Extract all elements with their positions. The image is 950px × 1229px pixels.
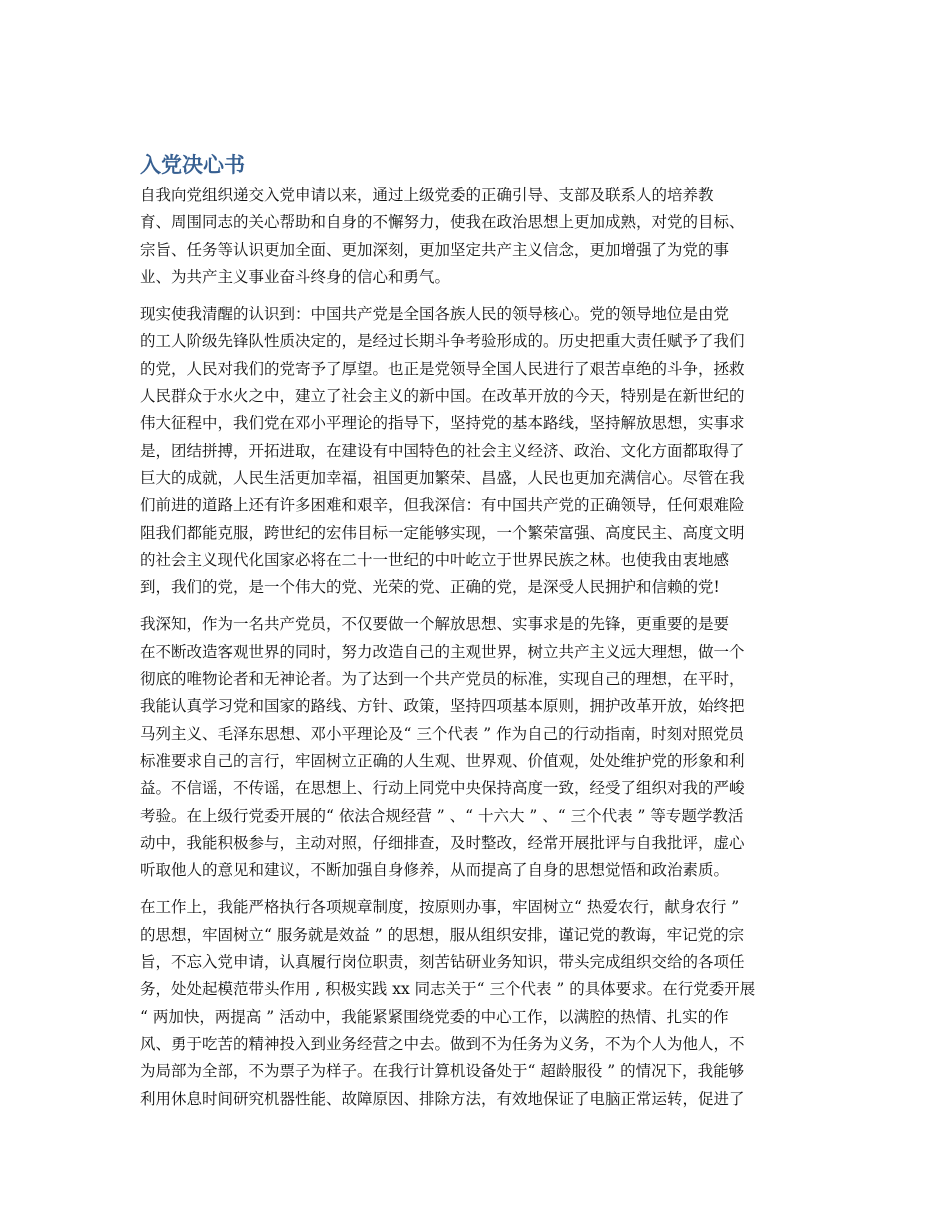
text-line: 是，团结拼搏，开拓进取，在建设有中国特色的社会主义经济、政治、文化方面都取得了 xyxy=(140,441,745,460)
text-line: 的党，人民对我们的党寄予了厚望。也正是党领导全国人民进行了艰苦卓绝的斗争，拯救 xyxy=(140,359,745,378)
text-line: 益。不信谣，不传谣，在思想上、行动上同党中央保持高度一致，经受了组织对我的严峻 xyxy=(140,779,745,798)
text-line: 务，处处起模范带头作用 , 积极实践 xx 同志关于“ 三个代表 ” 的具体要求。在行党委开展 xyxy=(140,980,756,999)
text-line: 考验。在上级行党委开展的“ 依法合规经营 ” 、“ 十六大 ” 、“ 三个代表 ” 等专题学教活 xyxy=(140,806,744,825)
text-line: 标准要求自己的言行，牢固树立正确的人生观、世界观、价值观，处处维护党的形象和利 xyxy=(140,751,745,770)
text-line: 业、为共产主义事业奋斗终身的信心和勇气。 xyxy=(140,267,451,286)
paragraph-3 xyxy=(140,611,810,884)
text-line: 伟大征程中，我们党在邓小平理论的指导下，坚持党的基本路线，坚持解放思想，实事求 xyxy=(140,414,745,433)
paragraph-1 xyxy=(140,182,810,291)
text-line: 们前进的道路上还有许多困难和艰辛，但我深信：有中国共产党的正确领导，任何艰难险 xyxy=(140,496,745,515)
document-page xyxy=(140,150,810,1123)
text-line: 我深知，作为一名共产党员，不仅要做一个解放思想、实事求是的先锋，更重要的是要 xyxy=(140,615,730,634)
text-line: 人民群众于水火之中，建立了社会主义的新中国。在改革开放的今天，特别是在新世纪的 xyxy=(140,387,745,406)
text-line: 现实使我清醒的认识到：中国共产党是全国各族人民的领导核心。党的领导地位是由党 xyxy=(140,305,730,324)
text-line: “ 两加快，两提高 ” 活动中，我能紧紧围绕党委的中心工作，以满腔的热情、扎实的作 xyxy=(140,1007,729,1026)
text-line: 为局部为全部，不为票子为样子。在我行计算机设备处于“ 超龄服役 ” 的情况下，我能够 xyxy=(140,1062,745,1081)
text-line: 我能认真学习党和国家的路线、方针、政策，坚持四项基本原则，拥护改革开放，始终把 xyxy=(140,697,745,716)
text-line: 阻我们都能克服，跨世纪的宏伟目标一定能够实现，一个繁荣富强、高度民主、高度文明 xyxy=(140,523,745,542)
text-line: 宗旨、任务等认识更加全面、更加深刻，更加坚定共产主义信念，更加增强了为党的事 xyxy=(140,240,730,259)
text-line: 育、周围同志的关心帮助和自身的不懈努力，使我在政治思想上更加成熟，对党的目标、 xyxy=(140,213,745,232)
text-line: 的社会主义现代化国家必将在二十一世纪的中叶屹立于世界民族之林。也使我由衷地感 xyxy=(140,550,730,569)
paragraph-4 xyxy=(140,894,810,1112)
text-line: 听取他人的意见和建议，不断加强自身修养，从而提高了自身的思想觉悟和政治素质。 xyxy=(140,861,730,880)
text-line: 巨大的成就，人民生活更加幸福，祖国更加繁荣、昌盛，人民也更加充满信心。尽管在我 xyxy=(140,468,745,487)
text-line: 利用休息时间研究机器性能、故障原因、排除方法，有效地保证了电脑正常运转，促进了 xyxy=(140,1089,745,1108)
text-line: 动中，我能积极参与，主动对照，仔细排查，及时整改，经常开展批评与自我批评，虚心 xyxy=(140,833,745,852)
text-line: 马列主义、毛泽东思想、邓小平理论及“ 三个代表 ” 作为自己的行动指南，时刻对照党员 xyxy=(140,724,745,743)
text-line: 到，我们的党，是一个伟大的党、光荣的党、正确的党，是深受人民拥护和信赖的党! xyxy=(140,578,720,597)
text-line: 在不断改造客观世界的同时，努力改造自己的主观世界，树立共产主义远大理想，做一个 xyxy=(140,642,745,661)
text-line: 风、勇于吃苦的精神投入到业务经营之中去。做到不为任务为义务，不为个人为他人，不 xyxy=(140,1034,745,1053)
text-line: 的思想，牢固树立“ 服务就是效益 ” 的思想，服从组织安排，谨记党的教诲，牢记党的宗 xyxy=(140,925,745,944)
paragraph-2 xyxy=(140,301,810,601)
document-title: 入党决心书 xyxy=(140,153,245,177)
text-line: 在工作上，我能严格执行各项规章制度，按原则办事，牢固树立“ 热爱农行，献身农行 ” xyxy=(140,898,740,917)
text-line: 彻底的唯物论者和无神论者。为了达到一个共产党员的标准，实现自己的理想，在平时， xyxy=(140,670,745,689)
text-line: 自我向党组织递交入党申请以来，通过上级党委的正确引导、支部及联系人的培养教 xyxy=(140,186,714,204)
text-line: 的工人阶级先锋队性质决定的，是经过长期斗争考验形成的。历史把重大责任赋予了我们 xyxy=(140,332,745,351)
text-line: 旨，不忘入党申请，认真履行岗位职责，刻苦钻研业务知识，带头完成组织交给的各项任 xyxy=(140,953,745,972)
